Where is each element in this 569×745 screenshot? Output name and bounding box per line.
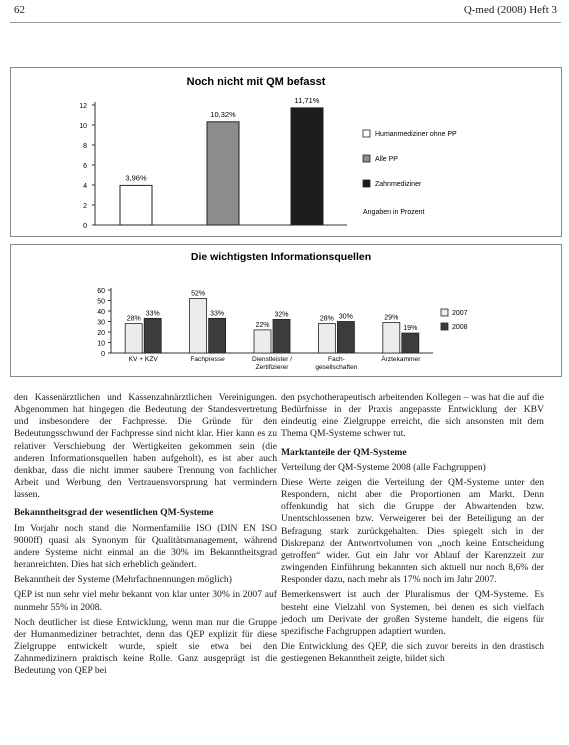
chart2-y-tick-label: 0 xyxy=(101,351,105,358)
chart1-legend-label: Alle PP xyxy=(375,156,398,163)
paragraph: den psychotherapeutisch arbeitenden Kollegen – was hat die auf die Bedürfnisse in der Praxis angepasste Entwicklung der KBV eindeutig eine Zielgruppe erreicht, die sich ansonsten mit dem Thema QM-Systeme schwer tut. xyxy=(281,392,544,440)
chart1-legend-swatch xyxy=(363,130,370,137)
chart1-y-tick-label: 8 xyxy=(83,143,87,150)
journal-reference: Q-med (2008) Heft 3 xyxy=(463,4,557,16)
chart2-y-tick-label: 60 xyxy=(97,288,105,295)
chart2-data-label: 28% xyxy=(126,315,141,323)
chart1-bar xyxy=(291,108,323,225)
chart1-bar xyxy=(120,185,152,225)
chart2-y-tick-label: 40 xyxy=(97,309,105,316)
chart1-legend-label: Humanmediziner ohne PP xyxy=(375,131,457,138)
chart2-category-label: Dienstleister / xyxy=(252,356,292,363)
chart1-y-tick-label: 0 xyxy=(83,223,87,230)
chart1-y-tick-label: 6 xyxy=(83,163,87,170)
chart2-category-label: KV + KZV xyxy=(128,356,158,363)
chart2-data-label: 30% xyxy=(338,313,353,321)
paragraph: Diese Werte zeigen die Verteilung der QM-Systeme unter den Respondern, nicht aber die Proportionen am Markt. Denn offenkundig hat sich die Gruppe der Abwartenden bzw. Unentschlossenen bzw. Verweigerer bei der Beteiligung an der Befragung stark zurückgehalten. Dies spiegelt sich in der Diskrepanz der Antwortvolumen von „noch keine Entscheidung getroffen“ wider. Gut ein Jahr vor Ablauf der Karenzzeit zur zwingenden Einführung bekannten sich aktuell nur noch 8,6% der Responder dazu, nach mehr als 17% noch im Jahr 2007. xyxy=(281,476,544,586)
chart2-bar-2008 xyxy=(209,318,226,353)
chart1-legend-label: Zahnmediziner xyxy=(375,181,422,188)
paragraph: Im Vorjahr noch stand die Normenfamilie ISO (DIN EN ISO 9000ff) quasi als Synonym für Qualitätsmanagement, während andere Systeme nicht einmal an die 30% im Bekanntheitsgrad heranreichten. Dies hat sich erheblich geändert. xyxy=(14,522,277,571)
chart2-legend-label: 2007 xyxy=(452,310,468,317)
page-header xyxy=(14,4,557,18)
chart2-data-label: 28% xyxy=(319,315,334,323)
chart2-bar-2007 xyxy=(318,324,335,353)
chart2-bar-2007 xyxy=(125,324,142,353)
chart-qm-not-started xyxy=(11,68,561,236)
chart2-bar-2007 xyxy=(190,298,207,353)
chart1-title: Noch nicht mit QM befasst xyxy=(186,76,326,88)
chart2-legend-swatch xyxy=(441,309,448,316)
chart1-y-tick-label: 10 xyxy=(79,123,87,130)
chart1-data-label: 10,32% xyxy=(210,109,236,119)
chart2-bar-2008 xyxy=(273,319,290,353)
chart2-data-label: 33% xyxy=(145,310,160,318)
chart1-legend-swatch xyxy=(363,180,370,187)
chart-information-sources xyxy=(11,245,561,376)
figure-qm-not-started xyxy=(10,67,562,237)
chart2-category-label: Fachpresse xyxy=(190,356,225,363)
chart2-legend-label: 2008 xyxy=(452,324,468,331)
paragraph: QEP ist nun sehr viel mehr bekannt von klar unter 30% in 2007 auf nunmehr 55% in 2008. xyxy=(14,589,277,613)
figure-information-sources xyxy=(10,244,562,377)
chart2-y-tick-label: 20 xyxy=(97,330,105,337)
chart2-bar-2008 xyxy=(402,333,419,353)
chart2-bar-2007 xyxy=(383,323,400,353)
paragraph: Bemerkenswert ist auch der Pluralismus der QM-Systeme. Es besteht eine Vielzahl von Systemen, bei denen es sich vielfach jedoch um Derivate der großen Systeme handelt, die eigens für spezifische Fachgruppen adaptiert wurden. xyxy=(281,589,544,637)
chart2-category-label: gesellschaften xyxy=(315,364,358,371)
chart2-data-label: 33% xyxy=(210,310,225,318)
chart1-legend-swatch xyxy=(363,155,370,162)
chart2-data-label: 19% xyxy=(403,325,418,333)
chart2-bar-2008 xyxy=(144,318,161,353)
chart2-bar-2008 xyxy=(337,322,354,354)
chart1-legend-note: Angaben in Prozent xyxy=(363,209,425,216)
chart2-category-label: Ärztekammer xyxy=(381,356,421,363)
chart2-y-tick-label: 50 xyxy=(97,298,105,306)
chart1-data-label: 3,96% xyxy=(125,173,147,183)
section-heading: Marktanteile der QM-Systeme xyxy=(281,446,407,458)
paragraph: Die Entwicklung des QEP, die sich zuvor bereits in den drastisch gestiegenen Bekanntheit zeigte, bildet sich xyxy=(281,640,544,665)
chart2-y-tick-label: 30 xyxy=(97,319,105,327)
chart2-data-label: 32% xyxy=(274,311,289,319)
header-rule xyxy=(10,22,561,23)
chart2-bar-2007 xyxy=(254,330,271,353)
chart2-category-label: Zertifizierer xyxy=(255,364,289,371)
paragraph: den Kassenärztlichen und Kassenzahnärztlichen Vereinigungen. Abgenommen hat hingegen die Bedeutung der Standesvertretung und insbesondere der Fachpresse. Die Gründe für den Bedeutungsschwund der Fachpresse sind nicht klar. Hier kann es zu relativer Verschiebung der Wertigkeiten gekommen sein (die anderen Informationsquellen haben aufgeholt), es ist aber auch denkbar, dass die nicht immer saubere Trennung von fachlicher Arbeit und Werbung den Vertrauensvorsprung hat vermindern lassen. xyxy=(14,392,277,501)
section-heading: Bekanntheitsgrad der wesentlichen QM-Systeme xyxy=(14,507,214,519)
page-number: 62 xyxy=(14,4,25,16)
paragraph: Verteilung der QM-Systeme 2008 (alle Fachgruppen) xyxy=(281,461,486,473)
chart2-category-label: Fach- xyxy=(327,356,345,363)
chart1-bar xyxy=(207,122,239,225)
chart2-legend-swatch xyxy=(441,323,448,330)
chart2-data-label: 22% xyxy=(255,321,270,329)
chart2-data-label: 52% xyxy=(191,290,206,298)
text-column-left xyxy=(14,392,277,680)
chart1-y-tick-label: 12 xyxy=(79,103,87,110)
paragraph: Bekanntheit der Systeme (Mehrfachnennungen möglich) xyxy=(14,574,232,586)
chart2-y-tick-label: 10 xyxy=(97,340,105,348)
chart1-y-tick-label: 4 xyxy=(83,183,87,190)
paragraph: Noch deutlicher ist diese Entwicklung, wenn man nur die Gruppe der Humanmediziner betrachtet, denn das QEP explizit für diese Zielgruppe entwickelt wurde, spielt sie etwa bei den Zahnmedizinern praktisch keine Rolle. Ganz ausgeprägt ist die Bedeutung von QEP bei xyxy=(14,616,277,677)
chart2-title: Die wichtigsten Informationsquellen xyxy=(190,251,372,263)
chart1-data-label: 11,71% xyxy=(294,95,320,105)
chart2-data-label: 29% xyxy=(384,314,399,322)
text-column-right xyxy=(281,392,544,668)
chart1-y-tick-label: 2 xyxy=(83,203,87,210)
